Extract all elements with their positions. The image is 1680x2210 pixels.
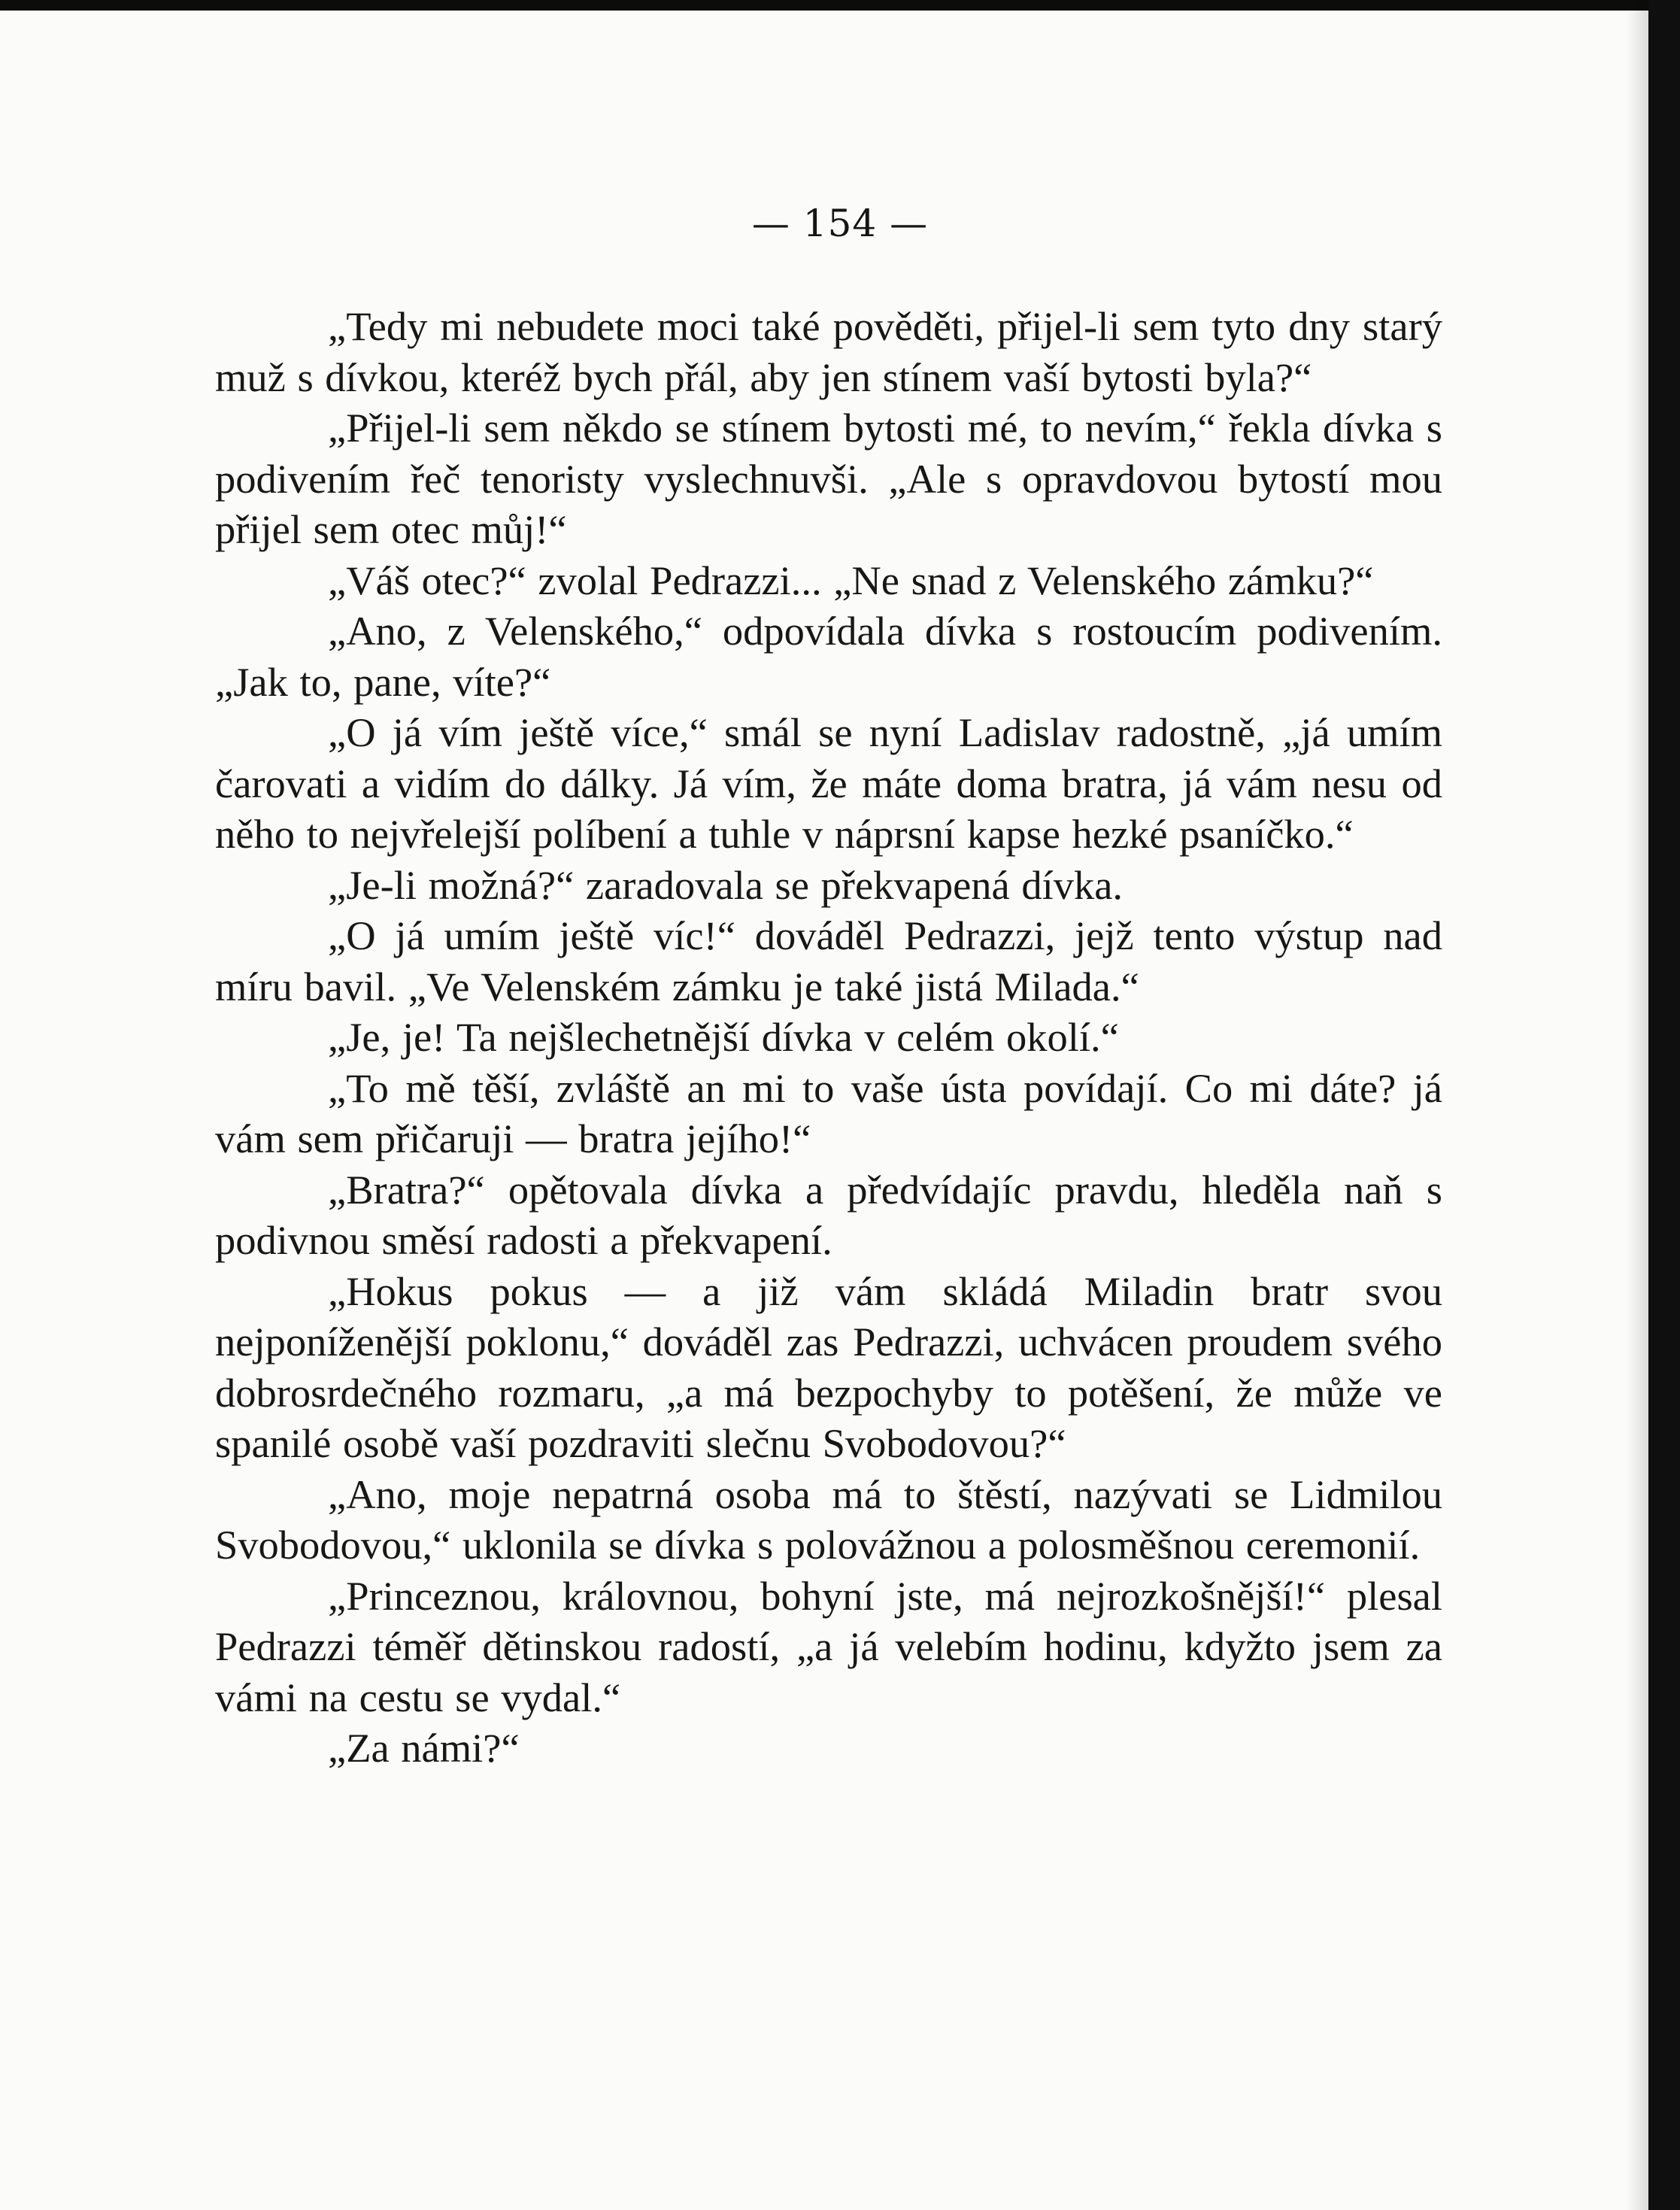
paragraph: „Je, je! Ta nejšlechetnější dívka v celém okolí.“ (328, 1014, 1119, 1060)
scan-right-edge (1648, 0, 1680, 2210)
paragraph: „Bratra?“ opětovala dívka a předvídajíc pravdu, hleděla naň s podivnou směsí radosti a překvapení. (215, 1166, 1442, 1263)
binding-shadow (1626, 0, 1648, 2210)
paragraph: „Tedy mi nebudete moci také pověděti, přijel-li sem tyto dny starý muž s dívkou, kteréž bych přál, aby jen stínem vaší bytosti byla?“ (215, 303, 1442, 400)
paragraph: „Ano, z Velenského,“ odpovídala dívka s rostoucím podivením. „Jak to, pane, víte?“ (215, 608, 1442, 705)
paragraph: „Váš otec?“ zvolal Pedrazzi... „Ne snad z Velenského zámku?“ (328, 557, 1374, 603)
scan-top-edge (0, 0, 1680, 11)
paragraph: „To mě těší, zvláště an mi to vaše ústa povídají. Co mi dáte? já vám sem přičaruji — bratra jejího!“ (215, 1064, 1442, 1161)
paragraph: „Ano, moje nepatrná osoba má to štěstí, nazývati se Lidmilou Svobodovou,“ uklonila se dívka s polovážnou a polosměšnou ceremonií. (215, 1471, 1442, 1568)
paragraph: „Přijel-li sem někdo se stínem bytosti mé, to nevím,“ řekla dívka s podivením řeč tenoristy vyslechnuvši. „Ale s opravdovou bytostí mou přijel sem otec můj!“ (215, 405, 1442, 552)
paragraph: „O já umím ještě víc!“ dováděl Pedrazzi, jejž tento výstup nad míru bavil. „Ve Velenském zámku je také jistá Milada.“ (215, 912, 1442, 1009)
paragraph: „Princeznou, královnou, bohyní jste, má nejrozkošnější!“ plesal Pedrazzi téměř dětinskou radostí, „a já velebím hodinu, kdyžto jsem za vámi na cestu se vydal.“ (215, 1572, 1442, 1720)
paragraph: „O já vím ještě více,“ smál se nyní Ladislav radostně, „já umím čarovati a vidím do dálky. Já vím, že máte doma bratra, já vám nesu od něho to nejvřelejší políbení a tuhle v náprsní kapse hezké psaníčko.“ (215, 709, 1442, 857)
body-text (215, 301, 1442, 1774)
page-number: — 154 — (751, 202, 929, 245)
paragraph: „Za námi?“ (328, 1725, 520, 1771)
paragraph: „Hokus pokus — a již vám skládá Miladin bratr svou nejponíženější poklonu,“ dováděl zas Pedrazzi, uchvácen proudem svého dobrosrdečného rozmaru, „a má bezpochyby to potěšení, že může ve spanilé osobě vaší pozdraviti slečnu Svobodovou?“ (215, 1267, 1442, 1466)
paragraph: „Je-li možná?“ zaradovala se překvapená dívka. (328, 861, 1124, 908)
